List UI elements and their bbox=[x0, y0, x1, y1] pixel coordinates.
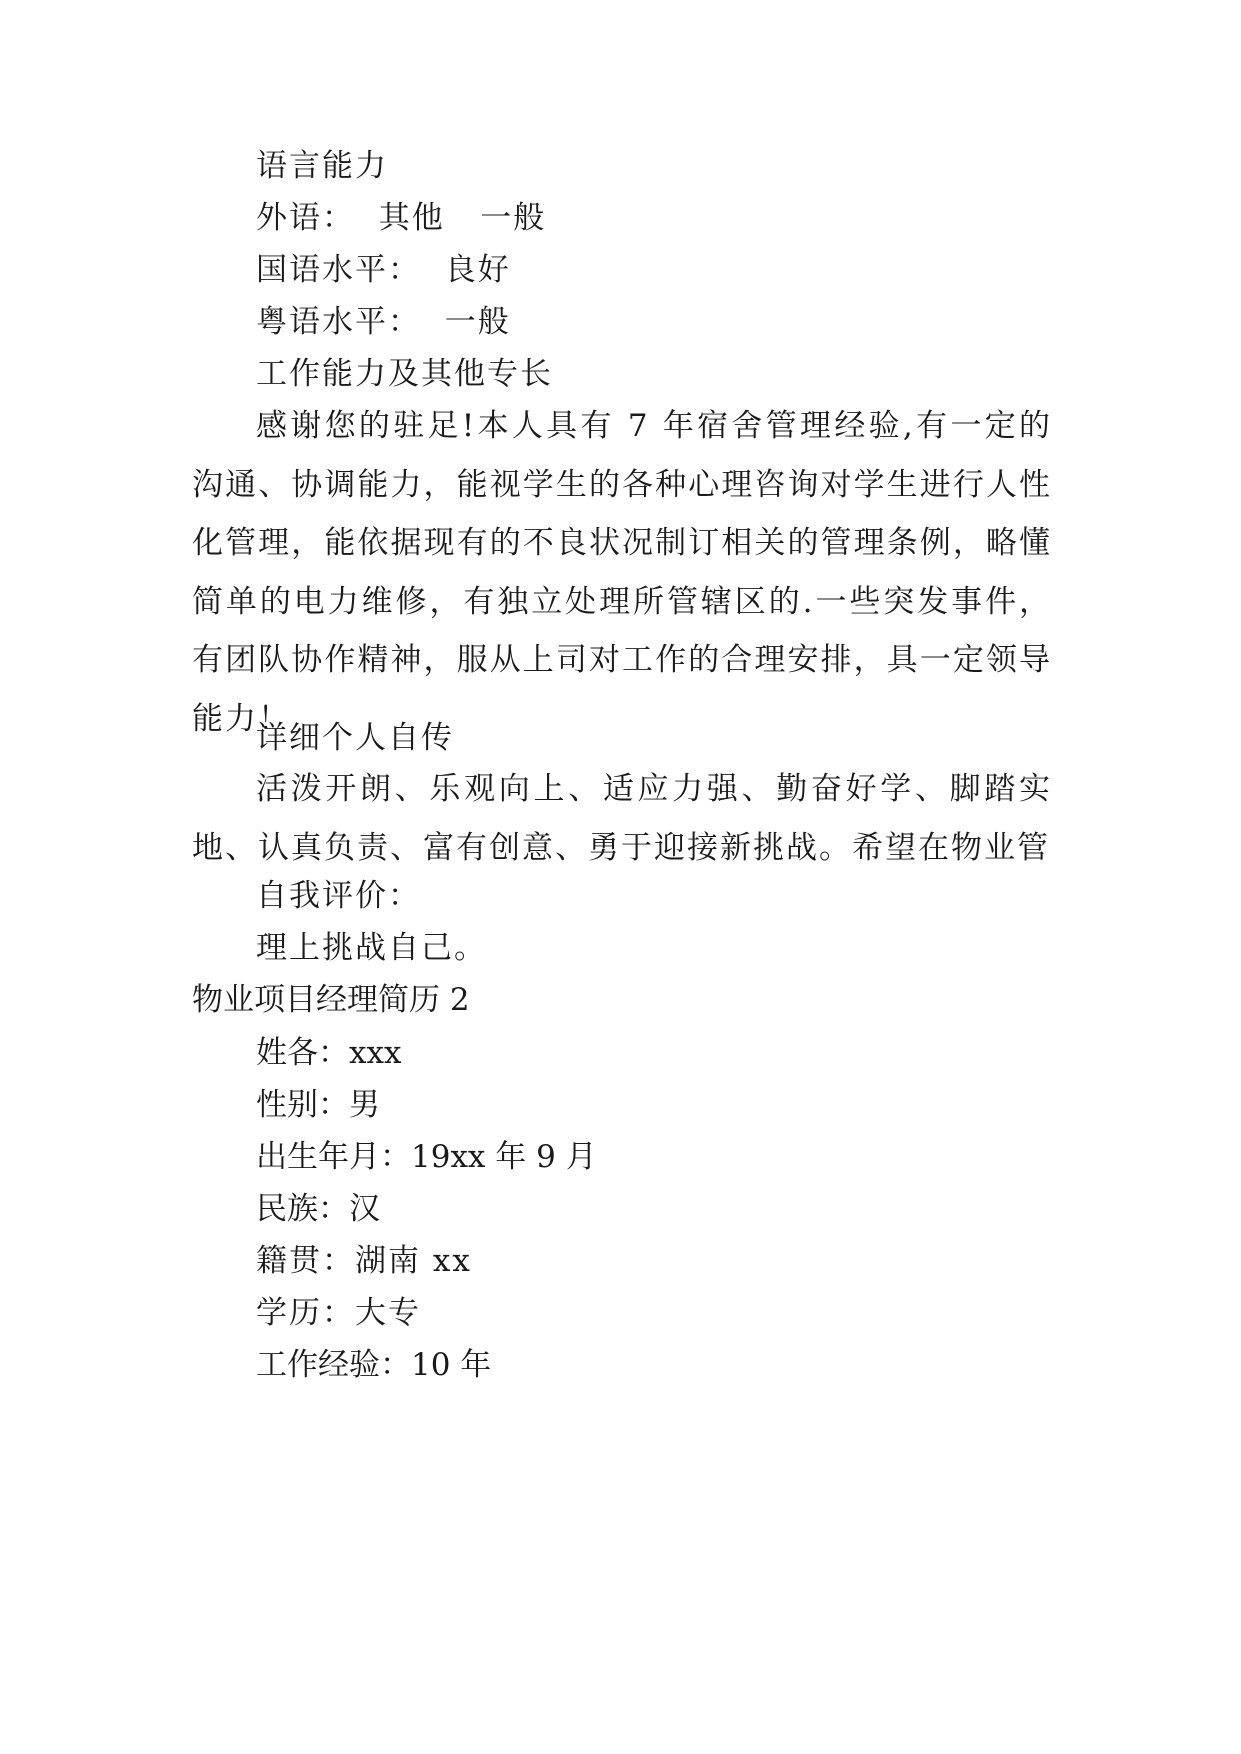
birth-field: 出生年月：19xx 年 9 月 bbox=[256, 1139, 597, 1175]
education-field: 学历：大专 bbox=[256, 1295, 421, 1331]
skills-paragraph: 感谢您的驻足!本人具有 7 年宿舍管理经验,有一定的沟通、协调能力，能视学生的各种心理咨询对学生进行人性化管理，能依据现有的不良状况制订相关的管理条例，略懂简单的电力维修，有独立处理所管辖区的.一些突发事件，有团队协作精神，服从上司对工作的合理安排，具一定领导能力！ bbox=[192, 408, 1052, 737]
mandarin-line: 国语水平： 良好 bbox=[256, 252, 511, 288]
self-evaluation-label: 自我评价： bbox=[256, 878, 421, 914]
skills-heading: 工作能力及其他专长 bbox=[256, 356, 553, 392]
foreign-language-line: 外语： 其他 一般 bbox=[256, 200, 547, 236]
biography-paragraph: 活泼开朗、乐观向上、适应力强、勤奋好学、脚踏实地、认真负责、富有创意、勇于迎接新挑战。希望在物业管 bbox=[192, 771, 1052, 866]
cantonese-line: 粤语水平： 一般 bbox=[256, 304, 511, 340]
experience-field: 工作经验：10 年 bbox=[256, 1347, 492, 1383]
name-field: 姓各：xxx bbox=[256, 1035, 402, 1071]
native-place-field: 籍贯：湖南 xx bbox=[256, 1243, 472, 1279]
gender-field: 性别：男 bbox=[256, 1087, 380, 1123]
language-heading: 语言能力 bbox=[256, 148, 388, 184]
ethnicity-field: 民族：汉 bbox=[256, 1191, 380, 1227]
biography-heading: 详细个人自传 bbox=[256, 720, 454, 756]
resume2-title: 物业项目经理简历 2 bbox=[192, 982, 470, 1018]
self-evaluation-text: 理上挑战自己。 bbox=[256, 930, 487, 966]
